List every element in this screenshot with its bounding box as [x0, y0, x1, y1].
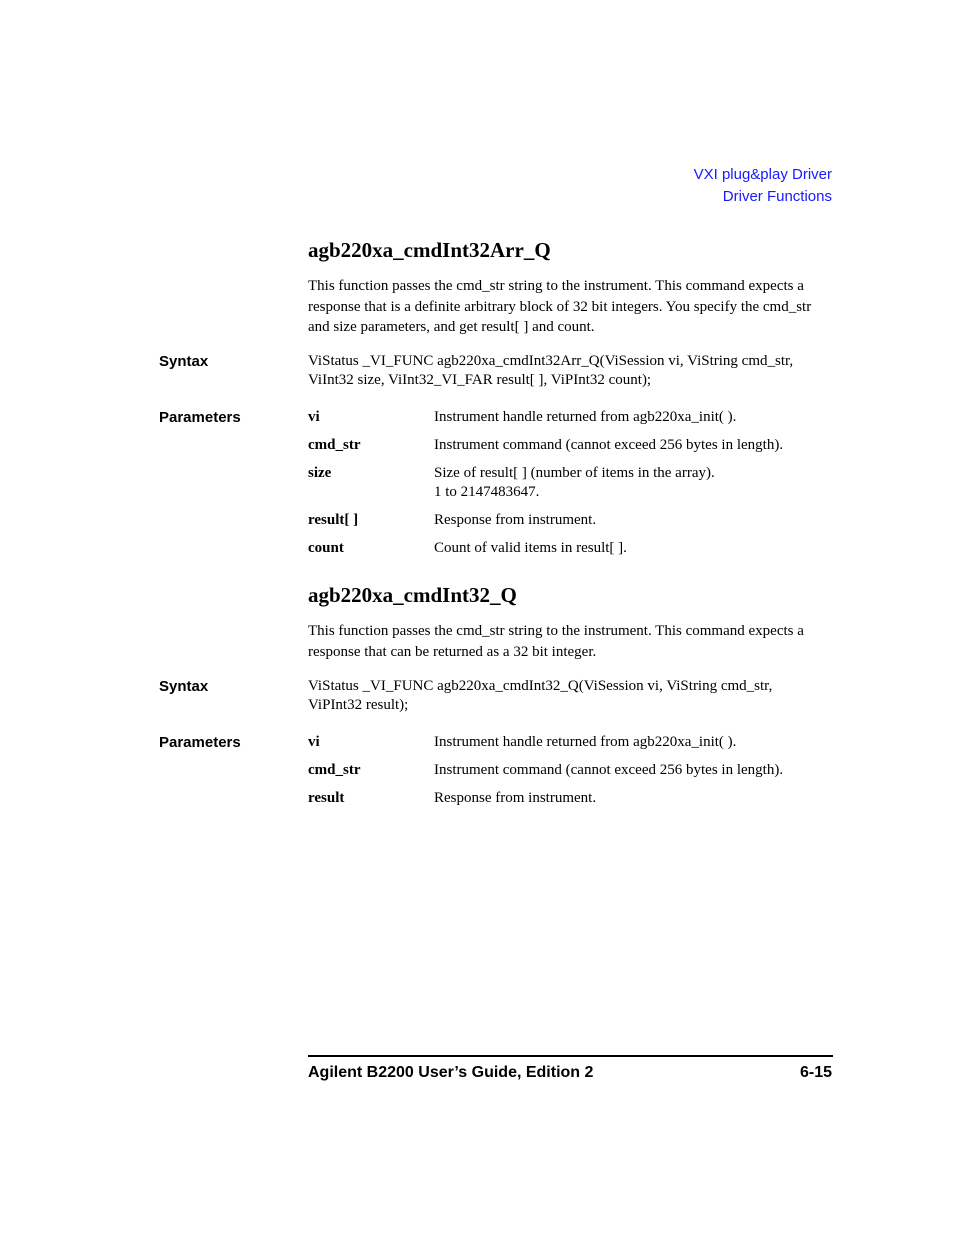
param-desc: Count of valid items in result[ ].	[434, 540, 627, 556]
param-name: vi	[308, 409, 320, 425]
header-chapter: VXI plug&play Driver	[693, 166, 832, 183]
syntax-label: Syntax	[159, 353, 209, 370]
page-number: 6-15	[799, 1064, 832, 1081]
param-desc: Instrument handle returned from agb220xa_init( ).	[434, 409, 737, 425]
param-desc	[434, 464, 834, 502]
param-name: count	[308, 540, 344, 556]
param-desc: Instrument handle returned from agb220xa_init( ).	[434, 734, 737, 750]
param-desc: Response from instrument.	[434, 790, 597, 806]
footer-rule	[308, 1055, 833, 1057]
param-name: result[ ]	[308, 512, 359, 528]
function-description: This function passes the cmd_str string to the instrument. This command expects a response that can be returned as a 32 bit integer.	[308, 623, 804, 660]
syntax-label: Syntax	[159, 678, 209, 695]
header-section: Driver Functions	[722, 188, 832, 205]
syntax-block	[308, 677, 833, 715]
param-name: cmd_str	[308, 437, 361, 453]
param-desc: Instrument command (cannot exceed 256 bytes in length).	[434, 762, 784, 778]
param-desc-line: Size of result[ ] (number of items in the array).	[434, 465, 715, 481]
param-desc: Instrument command (cannot exceed 256 bytes in length).	[434, 437, 784, 453]
function-title-cmdint32-q: agb220xa_cmdInt32_Q	[308, 583, 517, 607]
param-name: cmd_str	[308, 762, 361, 778]
param-name: size	[308, 465, 332, 481]
syntax-line: ViPInt32 result);	[308, 697, 409, 713]
param-name: vi	[308, 734, 320, 750]
syntax-line: ViStatus _VI_FUNC agb220xa_cmdInt32_Q(ViSession vi, ViString cmd_str,	[308, 678, 773, 694]
parameters-label: Parameters	[159, 734, 241, 751]
param-name: result	[308, 790, 345, 806]
parameters-label: Parameters	[159, 409, 241, 426]
syntax-block	[308, 352, 833, 390]
footer-title: Agilent B2200 User’s Guide, Edition 2	[308, 1064, 594, 1081]
running-header	[694, 164, 832, 208]
param-desc-line: 1 to 2147483647.	[434, 484, 540, 500]
function-description: This function passes the cmd_str string to the instrument. This command expects a response that is a definite arbitrary block of 32 bit integers. You specify the cmd_str and size parameters, and get result[ ] and count.	[308, 278, 812, 335]
param-desc: Response from instrument.	[434, 512, 597, 528]
function-title-cmdint32arr-q: agb220xa_cmdInt32Arr_Q	[308, 238, 551, 262]
syntax-line: ViInt32 size, ViInt32_VI_FAR result[ ], ViPInt32 count);	[308, 372, 652, 388]
syntax-line: ViStatus _VI_FUNC agb220xa_cmdInt32Arr_Q(ViSession vi, ViString cmd_str,	[308, 353, 794, 369]
